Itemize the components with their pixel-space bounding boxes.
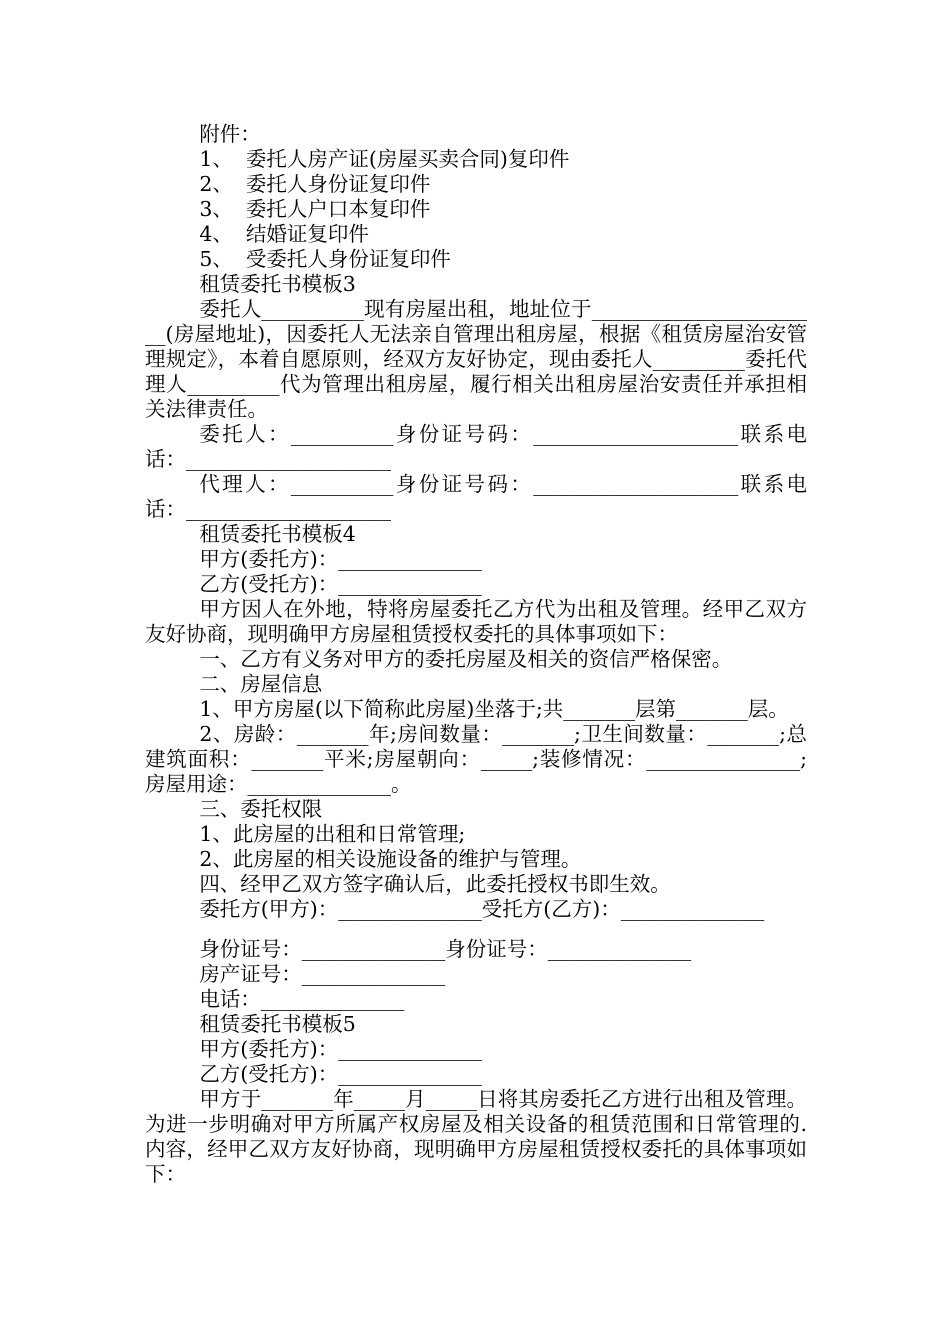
attachments-heading: 附件： xyxy=(199,122,261,146)
template4-deed-line: 房产证号：______________ xyxy=(199,962,446,986)
template4-clause2-item2: 2、房龄：_______年;房间数量：_______;卫生间数量：_______;总建筑面积：_______平米;房屋朝向：_____;装修情况：_______________;房屋用途：______________。 xyxy=(145,722,807,796)
attachment-item: 1、 委托人房产证(房屋买卖合同)复印件 xyxy=(199,147,570,171)
document-page xyxy=(145,122,807,1187)
template5-party-a: 甲方(委托方)：______________ xyxy=(199,1037,482,1061)
template4-clause3-item1: 1、此房屋的出租和日常管理; xyxy=(199,822,466,846)
template4-phone-line: 电话：______________ xyxy=(199,987,405,1011)
template4-clause3-item2: 2、此房屋的相关设施设备的维护与管理。 xyxy=(199,847,582,871)
template3-body: 委托人__________现有房屋出租，地址位于_______________________(房屋地址)，因委托人无法亲自管理出租房屋，根据《租赁房屋治安管理规定》，本着自愿原则，经双方友好协定，现由委托人_________委托代理人_________代为管理出租房屋，履行相关出租房屋治安责任并承担相关法律责任。 xyxy=(145,297,807,421)
template5-intro: 甲方于_______年_____月_____日将其房委托乙方进行出租及管理。为进一步明确对甲方所属产权房屋及相关设备的租赁范围和日常管理的.内容，经甲乙双方友好协商，现明确甲方房屋租赁授权委托的具体事项如下： xyxy=(145,1087,807,1186)
template4-clause4: 四、经甲乙双方签字确认后，此委托授权书即生效。 xyxy=(199,872,671,896)
attachment-item: 3、 委托人户口本复印件 xyxy=(199,197,431,221)
template3-agent-line: 代理人：__________身份证号码：____________________联系电话：____________________ xyxy=(145,472,807,521)
attachment-item: 4、 结婚证复印件 xyxy=(199,222,369,246)
template4-clause2-item1: 1、甲方房屋(以下简称此房屋)坐落于;共_______层第_______层。 xyxy=(199,697,789,721)
template4-party-b: 乙方(受托方)：______________ xyxy=(199,572,482,596)
attachment-item: 2、 委托人身份证复印件 xyxy=(199,172,431,196)
template5-party-b: 乙方(受托方)：______________ xyxy=(199,1062,482,1086)
template4-signature-line: 委托方(甲方)：______________受托方(乙方)：______________ xyxy=(199,897,765,921)
template4-party-a: 甲方(委托方)：______________ xyxy=(199,547,482,571)
template4-clause2-heading: 二、房屋信息 xyxy=(199,672,323,696)
template4-clause3-heading: 三、委托权限 xyxy=(199,797,323,821)
template4-id-line: 身份证号：______________身份证号：______________ xyxy=(199,937,692,961)
template5-title: 租赁委托书模板5 xyxy=(199,1012,356,1036)
template3-principal-line: 委托人：__________身份证号码：____________________联系电话：____________________ xyxy=(145,422,807,471)
template4-title: 租赁委托书模板4 xyxy=(199,522,356,546)
attachment-item: 5、 受委托人身份证复印件 xyxy=(199,247,451,271)
template3-title: 租赁委托书模板3 xyxy=(199,272,356,296)
template4-intro: 甲方因人在外地，特将房屋委托乙方代为出租及管理。经甲乙双方友好协商，现明确甲方房屋租赁授权委托的具体事项如下： xyxy=(145,597,807,646)
template4-clause1: 一、乙方有义务对甲方的委托房屋及相关的资信严格保密。 xyxy=(199,647,733,671)
